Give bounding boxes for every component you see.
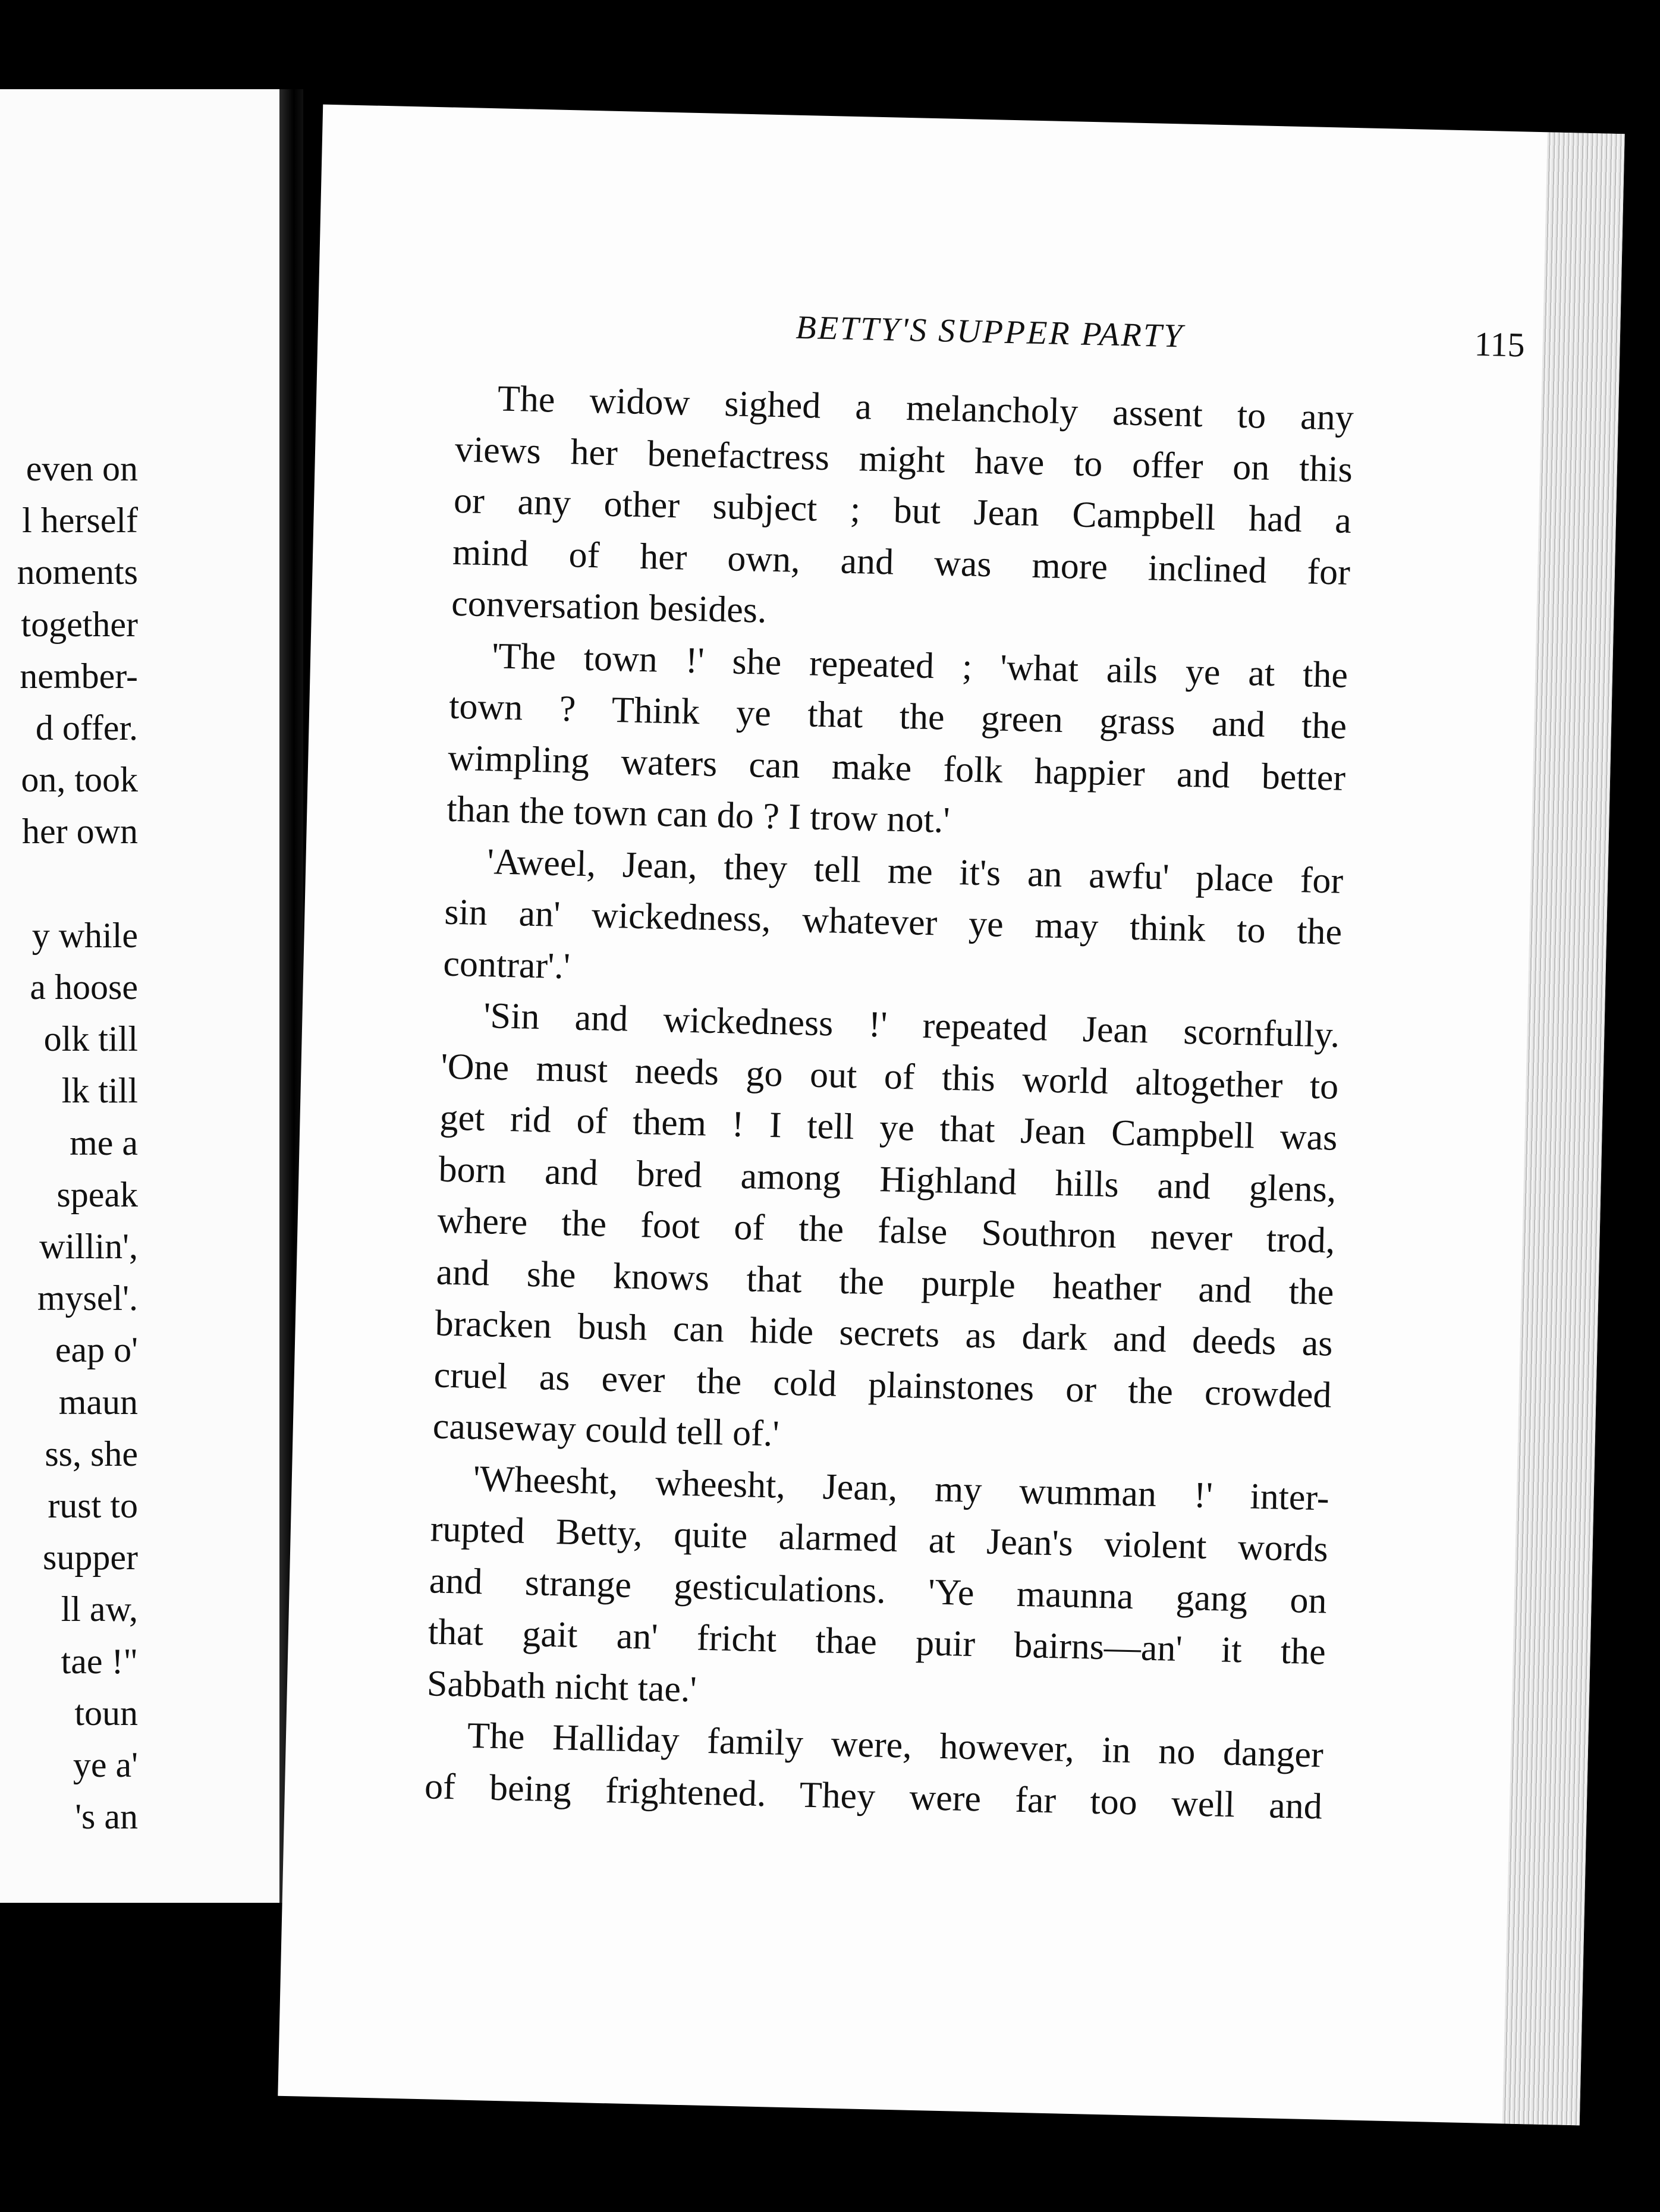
previous-page [0, 89, 279, 1903]
text-line: 'Wheesht, wheesht, Jean, my wumman !' inter- [473, 1458, 1330, 1519]
previous-page-line: a hoose [30, 967, 138, 1007]
text-line: that gait an' fricht thae puir bairns—an' it the [427, 1611, 1326, 1673]
previous-page-line: together [21, 604, 138, 644]
previous-page-line: y while [32, 915, 138, 955]
text-line: 'The town !' she repeated ; 'what ails ye at the [491, 635, 1348, 696]
text-line: born and bred among Highland hills and glens, [438, 1148, 1337, 1210]
running-header [633, 305, 1525, 373]
previous-page-line: ll aw, [61, 1589, 138, 1629]
previous-page-line: on, took [21, 760, 138, 800]
text-line: cruel as ever the cold plainstones or the crowded [433, 1354, 1332, 1416]
running-title: BETTY'S SUPPER PARTY [795, 309, 1184, 355]
text-line: town ? Think ye that the green grass and the [448, 686, 1347, 747]
text-line: Sabbath nicht tae.' [426, 1663, 697, 1710]
text-line: 'Sin and wickedness !' repeated Jean scornfully. [483, 995, 1340, 1055]
previous-page-line: tae !" [61, 1641, 138, 1681]
text-line: get rid of them ! I tell ye that Jean Campbell was [439, 1097, 1338, 1158]
text-line: The widow sighed a melancholy assent to any [497, 378, 1354, 439]
previous-page-line: eap o' [55, 1330, 138, 1370]
text-line: conversation besides. [451, 583, 768, 631]
previous-page-line: 's an [75, 1797, 138, 1837]
previous-page-line: supper [43, 1538, 138, 1578]
text-line: rupted Betty, quite alarmed at Jean's violent words [430, 1509, 1329, 1570]
previous-page-line: lk till [61, 1071, 138, 1111]
text-line: or any other subject ; but Jean Campbell had a [453, 480, 1352, 541]
previous-page-line: me a [70, 1123, 138, 1162]
text-line: wimpling waters can make folk happier and better [447, 737, 1346, 799]
previous-page-line: noments [17, 552, 138, 592]
previous-page-line: ye a' [73, 1745, 138, 1785]
text-line: sin an' wickedness, whatever ye may think to the [444, 891, 1343, 953]
text-line: of being frightened. They were far too well and [424, 1765, 1323, 1827]
previous-page-line: maun [58, 1382, 138, 1422]
text-line: 'Aweel, Jean, they tell me it's an awfu' place for [486, 841, 1344, 901]
previous-page-line: mysel'. [37, 1278, 138, 1318]
previous-page-line: willin', [39, 1227, 138, 1267]
current-page [278, 105, 1624, 2126]
previous-page-line: toun [74, 1693, 138, 1733]
previous-page-line: l herself [22, 501, 138, 541]
text-line: than the town can do ? I trow not.' [446, 788, 951, 841]
text-line: views her benefactress might have to offer on this [454, 429, 1353, 490]
page-edges [1502, 132, 1625, 2125]
previous-page-line: d offer. [35, 708, 138, 748]
previous-page-line: nember- [20, 656, 138, 696]
text-line: 'One must needs go out of this world altogether to [440, 1046, 1340, 1107]
previous-page-line [0, 858, 138, 910]
previous-page-line: rust to [48, 1486, 138, 1526]
page-number: 115 [1474, 324, 1526, 365]
body-text [424, 372, 1354, 1833]
text-line: contrar'.' [442, 943, 571, 986]
text-line: and strange gesticulations. 'Ye maunna gang on [429, 1560, 1328, 1622]
text-line: The Halliday family were, however, in no danger [467, 1715, 1324, 1776]
previous-page-line: her own [22, 812, 138, 852]
text-line: bracken bush can hide secrets as dark and deeds as [435, 1303, 1334, 1364]
text-line: causeway could tell of.' [432, 1406, 780, 1454]
previous-page-text [0, 443, 138, 1843]
previous-page-line: olk till [43, 1019, 138, 1059]
text-line: mind of her own, and was more inclined for [452, 532, 1351, 593]
previous-page-line: speak [56, 1174, 138, 1214]
text-line: where the foot of the false Southron never trod, [436, 1200, 1336, 1261]
previous-page-line: ss, she [45, 1434, 138, 1473]
text-line: and she knows that the purple heather and the [436, 1251, 1335, 1313]
previous-page-line: even on [26, 449, 138, 488]
